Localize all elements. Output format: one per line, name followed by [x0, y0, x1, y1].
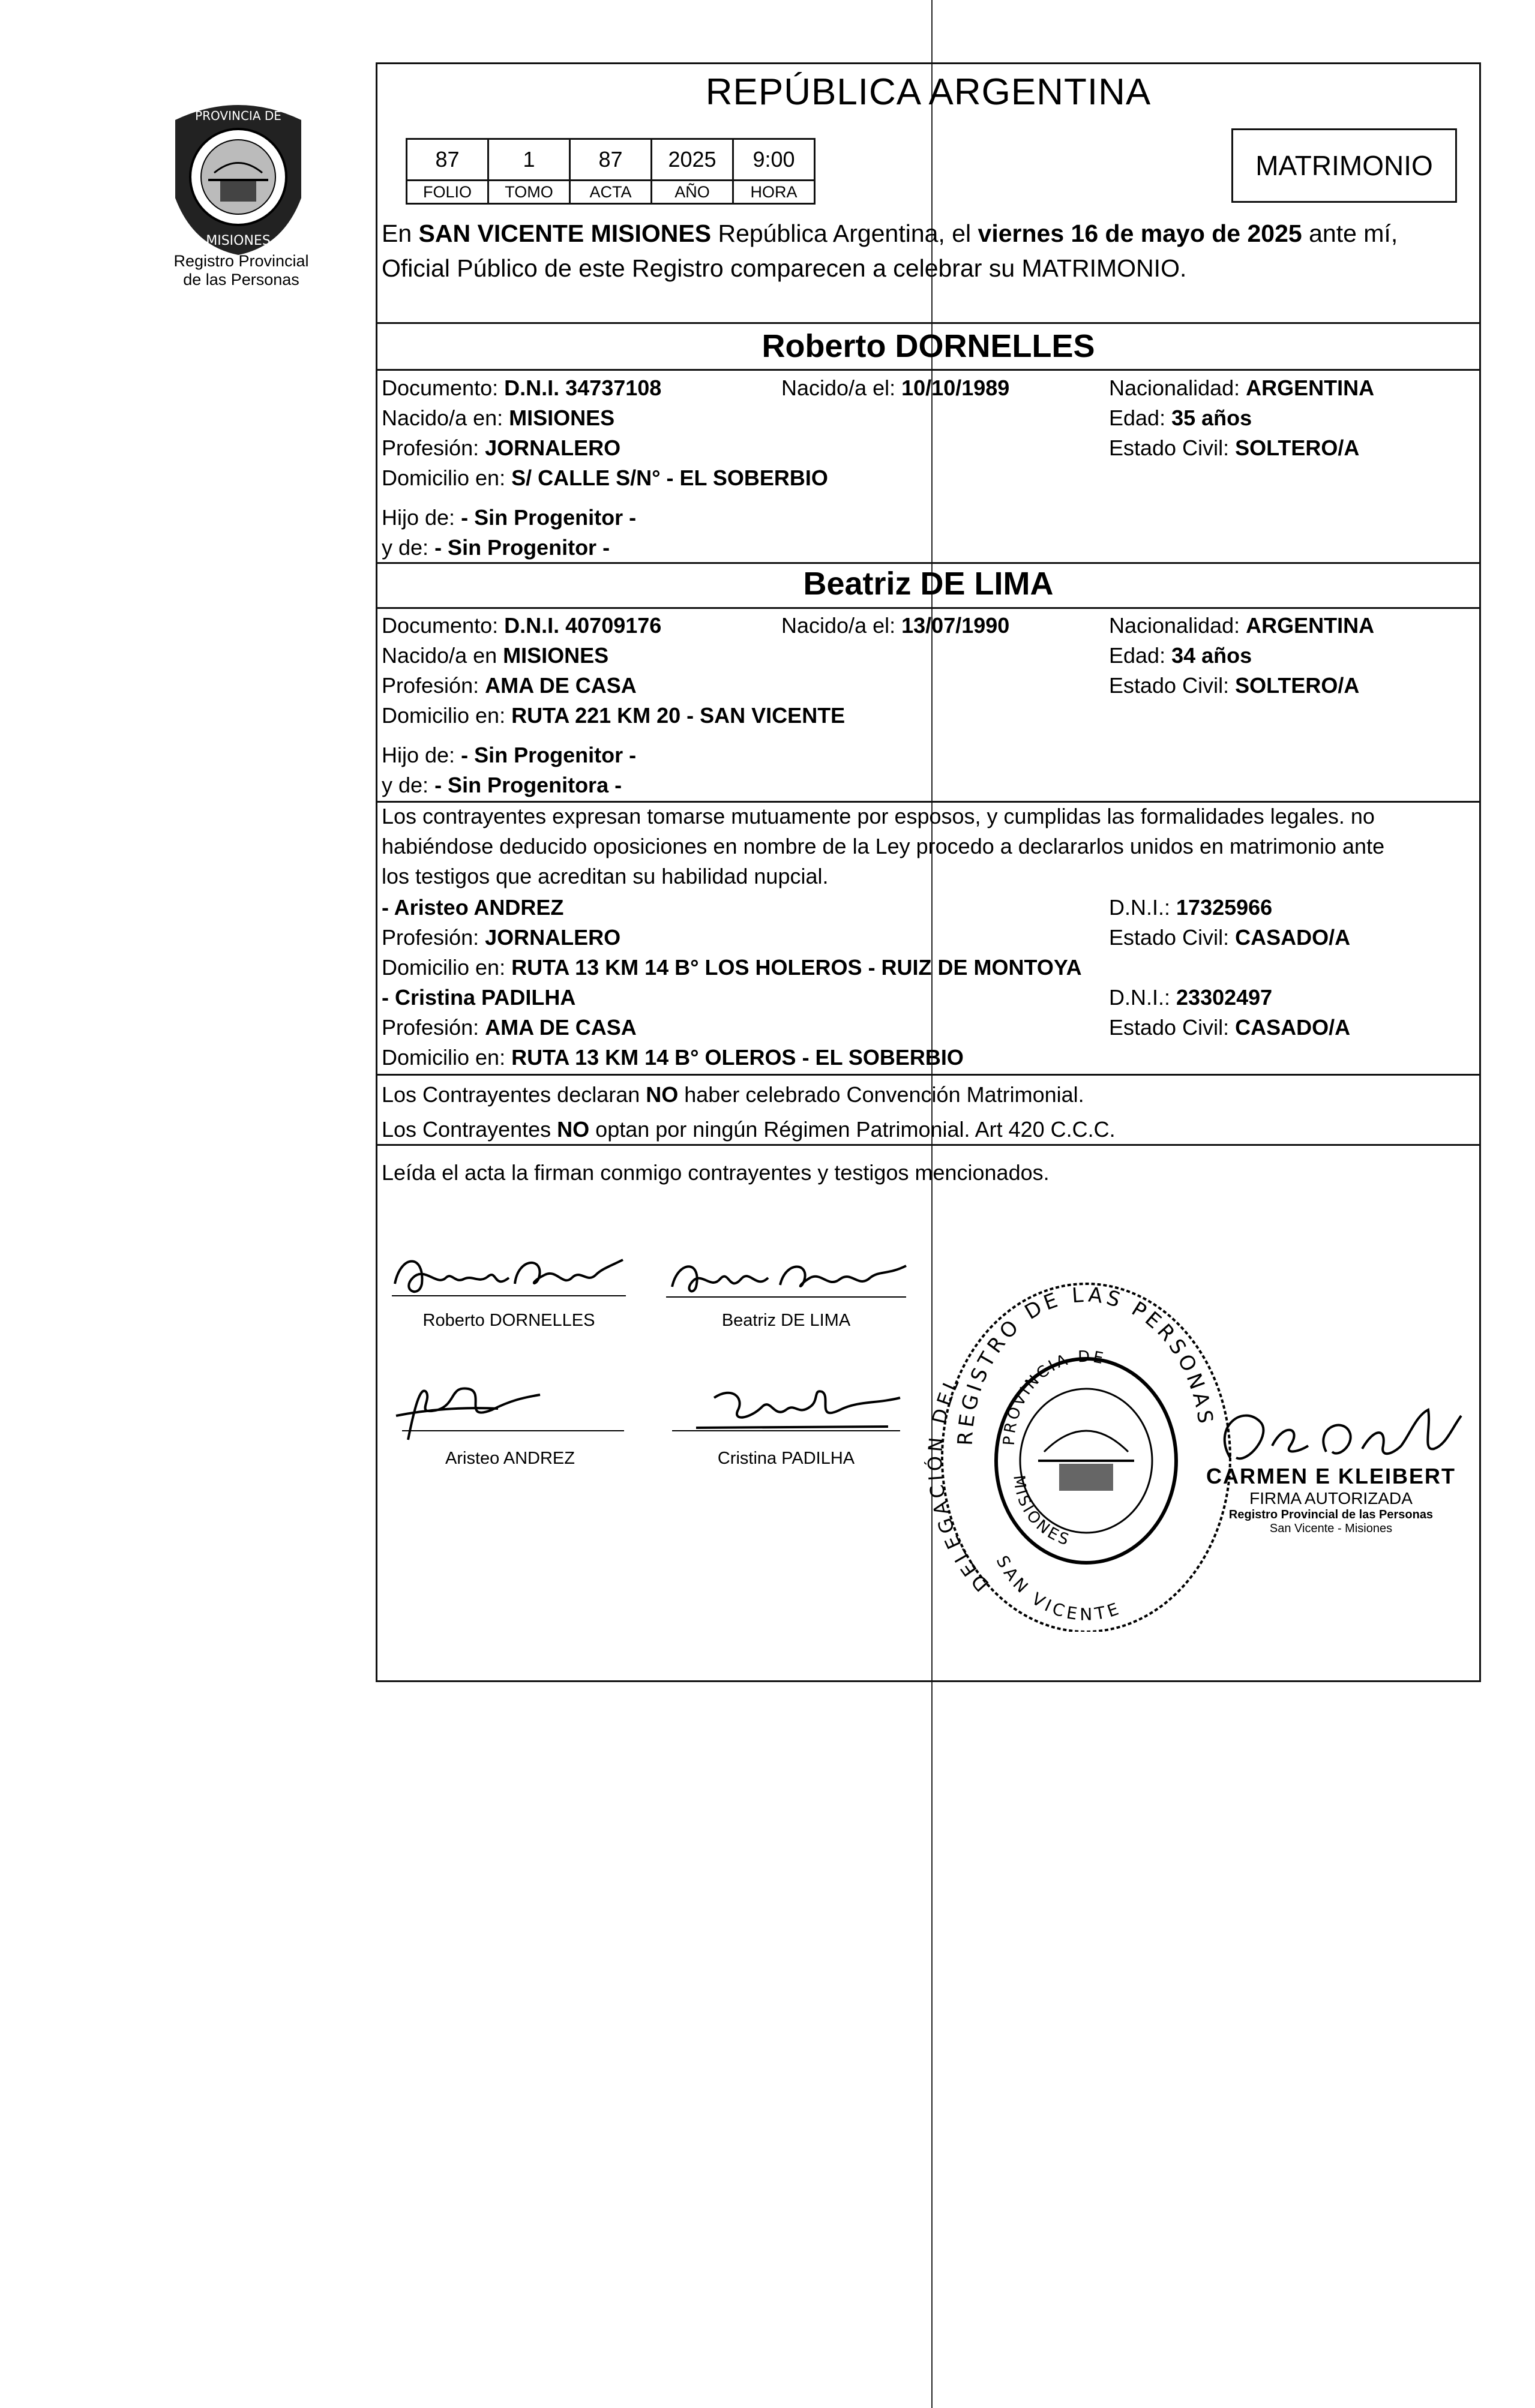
year-label: AÑO: [652, 181, 733, 204]
officer-name: CARMEN E KLEIBERT: [1206, 1464, 1456, 1488]
label: Estado Civil:: [1109, 925, 1230, 950]
witness1-profession: [382, 923, 620, 953]
label: Edad:: [1109, 406, 1166, 430]
spouse1-age: [1109, 403, 1252, 433]
spouse1-address: [382, 463, 828, 493]
stamp-outer-top: REGISTRO DE LAS PERSONAS: [953, 1283, 1218, 1446]
svg-text:SAN VICENTE: [993, 1553, 1125, 1625]
value: RUTA 221 KM 20 - SAN VICENTE: [511, 703, 846, 728]
value: D.N.I. 40709176: [504, 613, 662, 638]
value: 35 años: [1171, 406, 1252, 430]
intro-paragraph: [382, 216, 1480, 286]
officer-location: San Vicente - Misiones: [1269, 1522, 1393, 1535]
logo-caption-line1: Registro Provincial: [173, 252, 309, 270]
provincial-seal-logo: [163, 96, 313, 258]
label: Nacido/a en: [382, 643, 497, 668]
declaration-line: habiéndose deducido oposiciones en nombre de la Ley procedo a declararlos unidos en matrimonio ante: [382, 834, 1385, 858]
label: Profesión:: [382, 436, 479, 460]
spouse2-parent2: [382, 770, 622, 800]
declaration-line: Los contrayentes expresan tomarse mutuamente por esposos, y cumplidas las formalidades legales. no: [382, 804, 1375, 828]
logo-caption-line2: de las Personas: [183, 271, 299, 289]
value: CASADO/A: [1235, 1015, 1351, 1040]
closing-statement: Leída el acta la firman conmigo contrayentes y testigos mencionados.: [382, 1160, 1050, 1185]
signature-cristina: [660, 1374, 912, 1469]
spouse1-parent1: [382, 503, 636, 533]
label: Documento:: [382, 613, 499, 638]
value: MISIONES: [503, 643, 609, 668]
text: NO: [646, 1082, 679, 1107]
stamp-outer-left: DELEGACIÓN DEL: [924, 1371, 994, 1596]
value: RUTA 13 KM 14 B° OLEROS - EL SOBERBIO: [511, 1045, 964, 1070]
text: optan por ningún Régimen Patrimonial. Art 420 C.C.C.: [589, 1117, 1116, 1142]
spouse2-birthdate: [781, 611, 1009, 641]
label: D.N.I.:: [1109, 895, 1171, 920]
label: Edad:: [1109, 643, 1166, 668]
witness1-address: [382, 953, 1082, 983]
value: 13/07/1990: [901, 613, 1010, 638]
convention-statement: [382, 1080, 1084, 1110]
intro-text: En: [382, 220, 419, 247]
signature-roberto: [389, 1242, 629, 1331]
value: ARGENTINA: [1246, 613, 1375, 638]
spouse1-birthdate: [781, 373, 1009, 403]
intro-line2: Oficial Público de este Registro comparecen a celebrar su MATRIMONIO.: [382, 254, 1187, 282]
witness2-name: [382, 983, 575, 1013]
signature-name: Beatriz DE LIMA: [721, 1311, 851, 1330]
hour-label: HORA: [733, 181, 815, 204]
value: AMA DE CASA: [485, 673, 637, 698]
spouse1-nationality: [1109, 373, 1374, 403]
tomo-label: TOMO: [488, 181, 570, 204]
value: - Sin Progenitor -: [461, 505, 637, 530]
value: - Sin Progenitor -: [434, 535, 610, 560]
folio-label: FOLIO: [407, 181, 488, 204]
witness1-civil-status: [1109, 923, 1350, 953]
witness2-dni: [1109, 983, 1272, 1013]
value: AMA DE CASA: [485, 1015, 637, 1040]
officer-office: Registro Provincial de las Personas: [1228, 1508, 1434, 1521]
label: Estado Civil:: [1109, 436, 1230, 460]
divider: [377, 369, 1479, 371]
label: Profesión:: [382, 925, 479, 950]
label: Nacido/a el:: [781, 376, 896, 400]
value: 34 años: [1171, 643, 1252, 668]
label: Estado Civil:: [1109, 673, 1230, 698]
witness2-address: [382, 1043, 964, 1073]
spouse2-age: [1109, 641, 1252, 671]
value: SOLTERO/A: [1235, 673, 1360, 698]
spouse2-civil-status: [1109, 671, 1359, 701]
witness1-dni: [1109, 893, 1272, 923]
label: Domicilio en:: [382, 703, 506, 728]
signature-beatriz: [660, 1242, 912, 1331]
acta-value: 87: [570, 139, 652, 181]
certificate-type-box: MATRIMONIO: [1231, 128, 1457, 203]
stamp-outer-bottom: SAN VICENTE: [992, 1552, 1125, 1625]
divider: [377, 607, 1479, 609]
value: S/ CALLE S/N° - EL SOBERBIO: [511, 466, 828, 490]
spouse2-name: Beatriz DE LIMA: [803, 566, 1054, 602]
value: MISIONES: [509, 406, 615, 430]
value: - Sin Progenitora -: [434, 773, 622, 797]
label: Hijo de:: [382, 743, 455, 767]
value: RUTA 13 KM 14 B° LOS HOLEROS - RUIZ DE MONTOYA: [511, 955, 1082, 980]
value: SOLTERO/A: [1235, 436, 1360, 460]
officer-stamp: [1187, 1464, 1475, 1536]
label: y de:: [382, 773, 429, 797]
text: NO: [557, 1117, 590, 1142]
spouse2-nationality: [1109, 611, 1374, 641]
signature-name: Aristeo ANDREZ: [445, 1449, 575, 1468]
seal-top-text: PROVINCIA DE: [195, 109, 281, 123]
divider: [377, 322, 1479, 324]
value: - Aristeo ANDREZ: [382, 895, 564, 920]
spouse1-birthplace: [382, 403, 614, 433]
intro-text: República Argentina, el: [711, 220, 978, 247]
value: ARGENTINA: [1246, 376, 1375, 400]
signature-name: Cristina PADILHA: [717, 1449, 855, 1468]
year-value: 2025: [652, 139, 733, 181]
value: JORNALERO: [485, 436, 621, 460]
value: CASADO/A: [1235, 925, 1351, 950]
witness2-civil-status: [1109, 1013, 1350, 1043]
label: D.N.I.:: [1109, 985, 1171, 1010]
intro-date: viernes 16 de mayo de 2025: [978, 220, 1302, 247]
text: haber celebrado Convención Matrimonial.: [678, 1082, 1084, 1107]
label: Profesión:: [382, 673, 479, 698]
acta-label: ACTA: [570, 181, 652, 204]
value: JORNALERO: [485, 925, 621, 950]
label: Domicilio en:: [382, 955, 506, 980]
label: y de:: [382, 535, 429, 560]
label: Documento:: [382, 376, 499, 400]
officer-role: FIRMA AUTORIZADA: [1249, 1489, 1413, 1508]
intro-place: SAN VICENTE MISIONES: [418, 220, 712, 247]
value: - Sin Progenitor -: [461, 743, 637, 767]
spouse1-profession: [382, 433, 620, 463]
value: 10/10/1989: [901, 376, 1010, 400]
value: D.N.I. 34737108: [504, 376, 662, 400]
spouse1-name: Roberto DORNELLES: [761, 328, 1095, 364]
registry-table: [406, 138, 816, 205]
label: Nacido/a el:: [781, 613, 896, 638]
value: 17325966: [1176, 895, 1273, 920]
label: Estado Civil:: [1109, 1015, 1230, 1040]
folio-value: 87: [407, 139, 488, 181]
label: Domicilio en:: [382, 466, 506, 490]
text: Los Contrayentes: [382, 1117, 557, 1142]
seal-bottom-text: MISIONES: [206, 233, 271, 248]
tomo-value: 1: [488, 139, 570, 181]
spouse2-birthplace: [382, 641, 608, 671]
stamp-inner-bottom: MISIONES: [1009, 1474, 1074, 1550]
spouse2-address: [382, 701, 845, 731]
spouse1-document: [382, 373, 661, 403]
spouse1-parent2: [382, 533, 610, 563]
witness1-name: [382, 893, 563, 923]
value: 23302497: [1176, 985, 1273, 1010]
value: - Cristina PADILHA: [382, 985, 576, 1010]
page-title: REPÚBLICA ARGENTINA: [705, 71, 1152, 113]
label: Profesión:: [382, 1015, 479, 1040]
declaration-paragraph: [382, 801, 1480, 891]
label: Nacionalidad:: [1109, 613, 1240, 638]
spouse2-document: [382, 611, 661, 641]
hour-value: 9:00: [733, 139, 815, 181]
signature-aristeo: [390, 1374, 630, 1469]
label: Domicilio en:: [382, 1045, 506, 1070]
label: Nacionalidad:: [1109, 376, 1240, 400]
logo-caption: [157, 252, 325, 289]
label: Hijo de:: [382, 505, 455, 530]
official-stamp: [924, 1248, 1236, 1632]
signature-name: Roberto DORNELLES: [422, 1311, 595, 1330]
spouse2-parent1: [382, 740, 636, 770]
stamp-inner-top: PROVINCIA DE: [1000, 1347, 1107, 1446]
regime-statement: [382, 1115, 1116, 1145]
text: Los Contrayentes declaran: [382, 1082, 646, 1107]
label: Nacido/a en:: [382, 406, 503, 430]
spouse1-civil-status: [1109, 433, 1359, 463]
spouse2-profession: [382, 671, 637, 701]
witness2-profession: [382, 1013, 637, 1043]
divider: [377, 1074, 1479, 1076]
intro-text: ante mí,: [1302, 220, 1398, 247]
declaration-line: los testigos que acreditan su habilidad nupcial.: [382, 864, 829, 888]
